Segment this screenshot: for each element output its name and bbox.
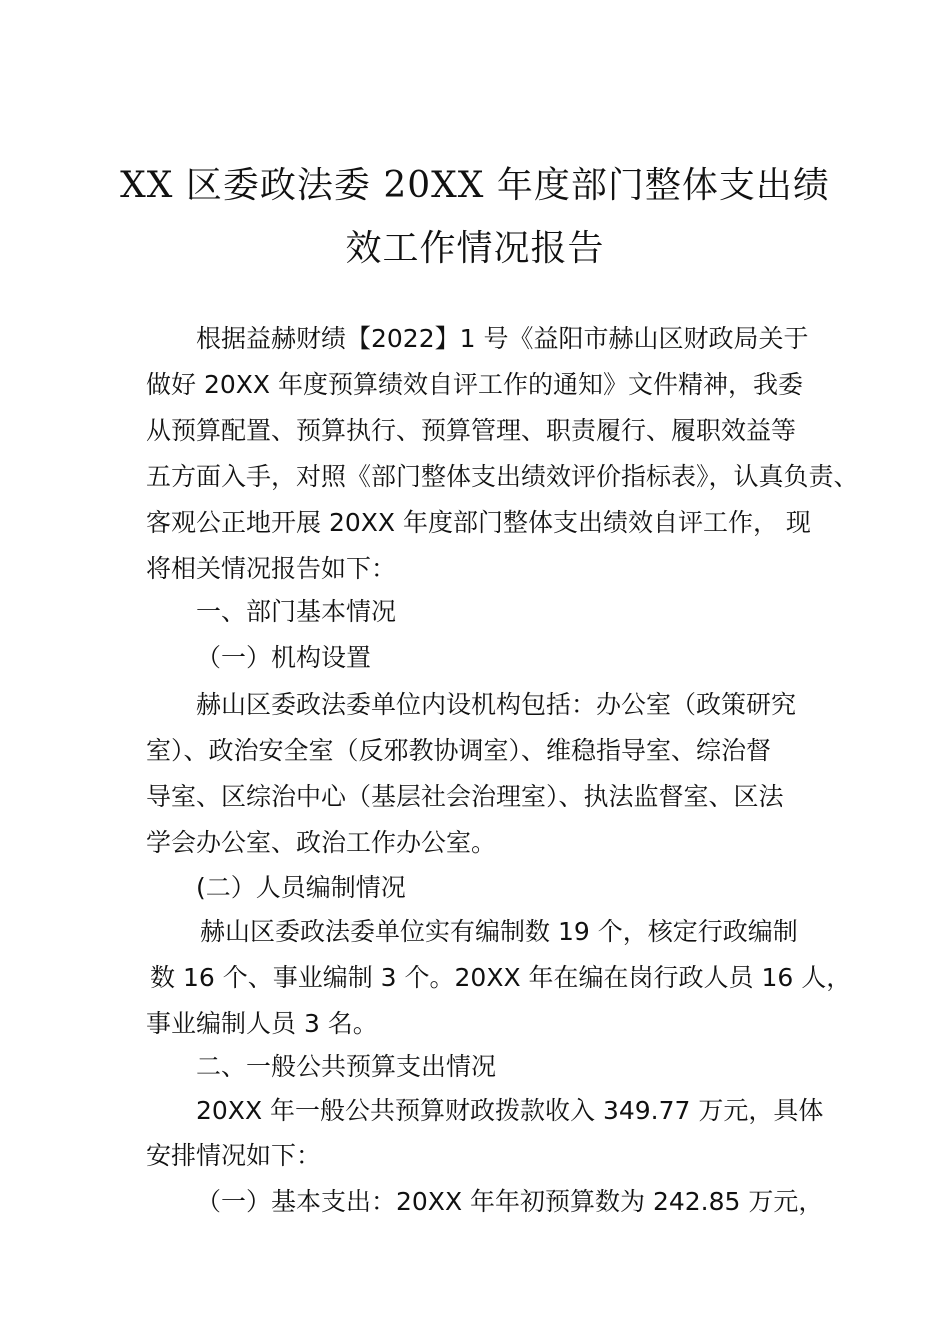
- document-title-line-2: 效工作情况报告: [345, 228, 605, 269]
- subsection-heading: （一）机构设置: [196, 643, 372, 672]
- body-line: 20XX 年一般公共预算财政拨款收入 349.77 万元，具体: [196, 1096, 824, 1125]
- subsection-heading: (二）人员编制情况: [196, 873, 406, 902]
- body-line: 安排情况如下：: [146, 1141, 322, 1170]
- body-line: 学会办公室、政治工作办公室。: [146, 828, 497, 857]
- body-line: 五方面入手，对照《部门整体支出绩效评价指标表》，认真负责、: [146, 462, 859, 491]
- body-line: 从预算配置、预算执行、预算管理、职责履行、履职效益等: [146, 416, 797, 445]
- body-line: 将相关情况报告如下：: [146, 554, 397, 583]
- body-line: 赫山区委政法委单位实有编制数 19 个，核定行政编制: [200, 917, 798, 946]
- body-line: 室）、政治安全室（反邪教协调室）、维稳指导室、综治督: [146, 736, 772, 765]
- body-line: 客观公正地开展 20XX 年度部门整体支出绩效自评工作， 现: [146, 508, 811, 537]
- body-line: （一）基本支出：20XX 年年初预算数为 242.85 万元，: [196, 1187, 824, 1216]
- section-heading: 二、一般公共预算支出情况: [196, 1052, 497, 1081]
- body-line: 做好 20XX 年度预算绩效自评工作的通知》文件精神，我委: [146, 370, 803, 399]
- section-heading: 一、部门基本情况: [196, 597, 397, 626]
- body-line: 根据益赫财绩【2022】1 号《益阳市赫山区财政局关于: [196, 324, 809, 353]
- body-line: 赫山区委政法委单位内设机构包括：办公室（政策研究: [196, 690, 797, 719]
- body-line: 数 16 个、事业编制 3 个。20XX 年在编在岗行政人员 16 人，: [150, 963, 852, 992]
- body-line: 事业编制人员 3 名。: [146, 1009, 378, 1038]
- body-line: 导室、区综治中心（基层社会治理室）、执法监督室、区法: [146, 782, 784, 811]
- document-title-line-1: XX 区委政法委 20XX 年度部门整体支出绩: [120, 165, 830, 206]
